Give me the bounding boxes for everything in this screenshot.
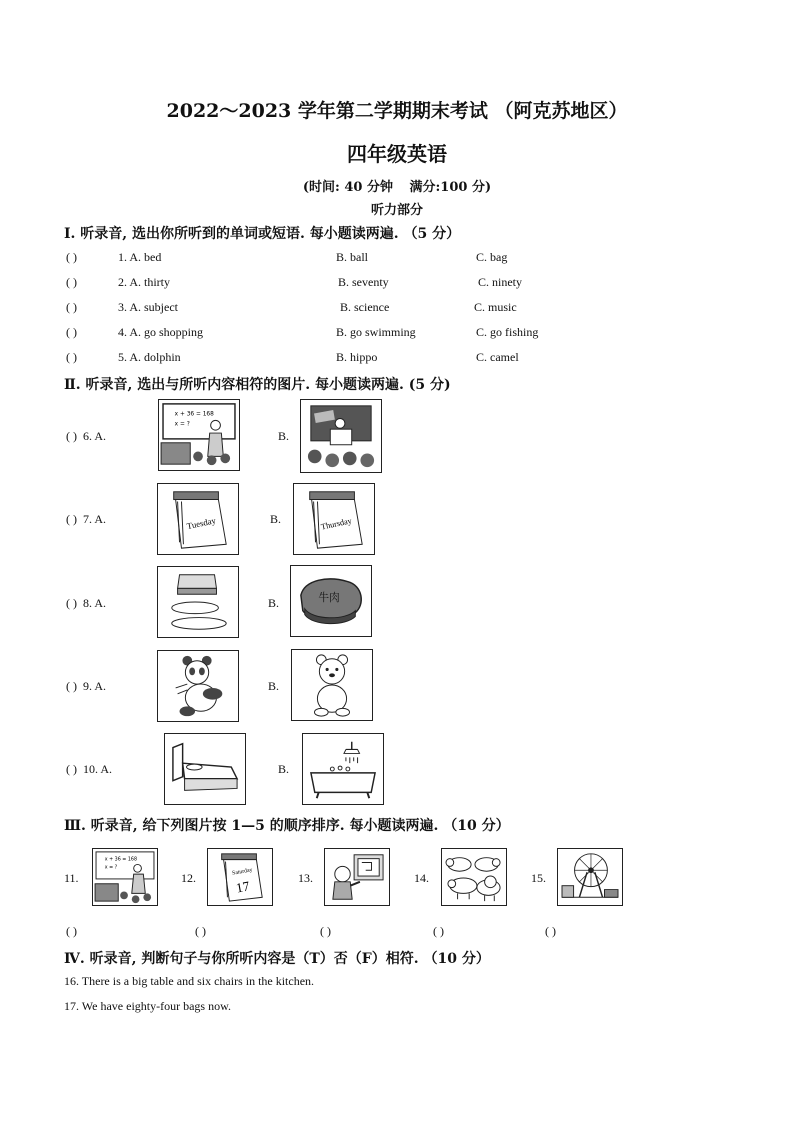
formula-line-1: x + 36 = 168 (104, 857, 138, 863)
picture-14-number: 14. (414, 871, 429, 885)
ferris-wheel-icon (557, 848, 623, 906)
formula-line-2: x = ? (104, 865, 118, 871)
question-4 (66, 325, 539, 340)
question-1 (66, 250, 508, 265)
option-a-label: 7. A. (83, 512, 107, 526)
answer-paren: ( ) (66, 275, 77, 289)
section-2-heading: Ⅱ. 听录音, 选出与所听内容相符的图片. 每小题读两遍. (5 分) (64, 377, 451, 393)
option-b: B. go swimming (336, 325, 416, 339)
statement-16: 16. There is a big table and six chairs in the kitchen. (64, 974, 315, 988)
calendar-date: 17 (234, 878, 251, 896)
option-a: 3. A. subject (118, 300, 178, 314)
answer-paren: ( ) (66, 596, 77, 610)
answer-paren-14: ( ) (433, 924, 444, 938)
teacher-blackboard-icon (158, 399, 240, 471)
teacher-blackboard-icon (92, 848, 158, 906)
exam-subtitle: 四年级英语 (347, 142, 447, 166)
section-1-heading: I. 听录音, 选出你所听到的单词或短语. 每小题读两遍. （5 分） (64, 226, 461, 242)
answer-paren-11: ( ) (66, 924, 77, 938)
answer-paren-13: ( ) (320, 924, 331, 938)
formula-line-1: x + 36 = 168 (174, 411, 214, 418)
teacher-screen-icon (300, 399, 382, 473)
picture-15-number: 15. (531, 871, 546, 885)
part-title: 听力部分 (370, 203, 423, 218)
option-c: C. music (474, 300, 517, 314)
answer-paren-15: ( ) (545, 924, 556, 938)
question-3 (66, 300, 517, 315)
question-10-label (66, 762, 112, 777)
option-b-label: B. (270, 512, 282, 526)
question-7-label (66, 512, 106, 527)
calendar-word: Thursday (320, 516, 353, 532)
calendar-tuesday-icon (157, 483, 239, 555)
section-3-heading: Ⅲ. 听录音, 给下列图片按 1—5 的顺序排序. 每小题读两遍. （10 分） (64, 818, 510, 834)
option-a: 4. A. go shopping (118, 325, 204, 339)
answer-paren: ( ) (66, 762, 77, 776)
option-c: C. bag (476, 250, 508, 264)
option-a-label: 10. A. (83, 762, 113, 776)
picture-13-number: 13. (298, 871, 313, 885)
answer-paren: ( ) (66, 325, 77, 339)
calendar-word: Tuesday (185, 515, 217, 532)
question-9-label (66, 679, 106, 694)
bed-icon (164, 733, 246, 805)
panda-icon (157, 650, 239, 722)
option-b: B. science (340, 300, 390, 314)
sheep-icon (441, 848, 507, 906)
formula-line-2: x = ? (174, 421, 190, 428)
boy-computer-icon (324, 848, 390, 906)
option-a-label: 9. A. (83, 679, 107, 693)
answer-paren: ( ) (66, 679, 77, 693)
option-c: C. go fishing (476, 325, 539, 339)
beef-label: 牛肉 (318, 591, 340, 604)
answer-paren: ( ) (66, 350, 77, 364)
option-a-label: 6. A. (83, 429, 107, 443)
calendar-word: Saturday (231, 867, 254, 877)
bear-icon (291, 649, 373, 721)
answer-paren-12: ( ) (195, 924, 206, 938)
exam-title: 2022～2023 学年第二学期期末考试 （阿克苏地区） (166, 100, 628, 122)
answer-paren: ( ) (66, 429, 77, 443)
option-a-label: 8. A. (83, 596, 107, 610)
answer-paren: ( ) (66, 250, 77, 264)
section-4-heading: Ⅳ. 听录音, 判断句子与你所听内容是（T）否（F）相符. （10 分） (64, 951, 490, 967)
sandwich-sausage-icon (157, 566, 239, 638)
question-8-label (66, 596, 106, 611)
answer-paren: ( ) (66, 300, 77, 314)
option-b-label: B. (268, 679, 280, 693)
exam-time: (时间: 40 分钟 (302, 180, 393, 195)
option-b-label: B. (278, 762, 290, 776)
calendar-icon (207, 848, 273, 906)
option-b-label: B. (278, 429, 290, 443)
picture-11-number: 11. (64, 871, 79, 885)
statement-17: 17. We have eighty-four bags now. (64, 999, 231, 1013)
option-c: C. ninety (478, 275, 522, 289)
question-5 (66, 350, 519, 365)
exam-score: 满分:100 分) (409, 180, 492, 195)
picture-12-number: 12. (181, 871, 196, 885)
answer-paren: ( ) (66, 512, 77, 526)
exam-info (0, 176, 794, 195)
beef-icon (290, 565, 372, 637)
calendar-thursday-icon (293, 483, 375, 555)
option-a: 5. A. dolphin (118, 350, 181, 364)
question-2 (66, 275, 522, 290)
question-6-label (66, 429, 106, 444)
option-b: B. hippo (336, 350, 378, 364)
option-b: B. seventy (338, 275, 389, 289)
option-a: 1. A. bed (118, 250, 162, 264)
option-a: 2. A. thirty (118, 275, 171, 289)
option-b: B. ball (336, 250, 368, 264)
bathtub-icon (302, 733, 384, 805)
option-c: C. camel (476, 350, 519, 364)
option-b-label: B. (268, 596, 280, 610)
